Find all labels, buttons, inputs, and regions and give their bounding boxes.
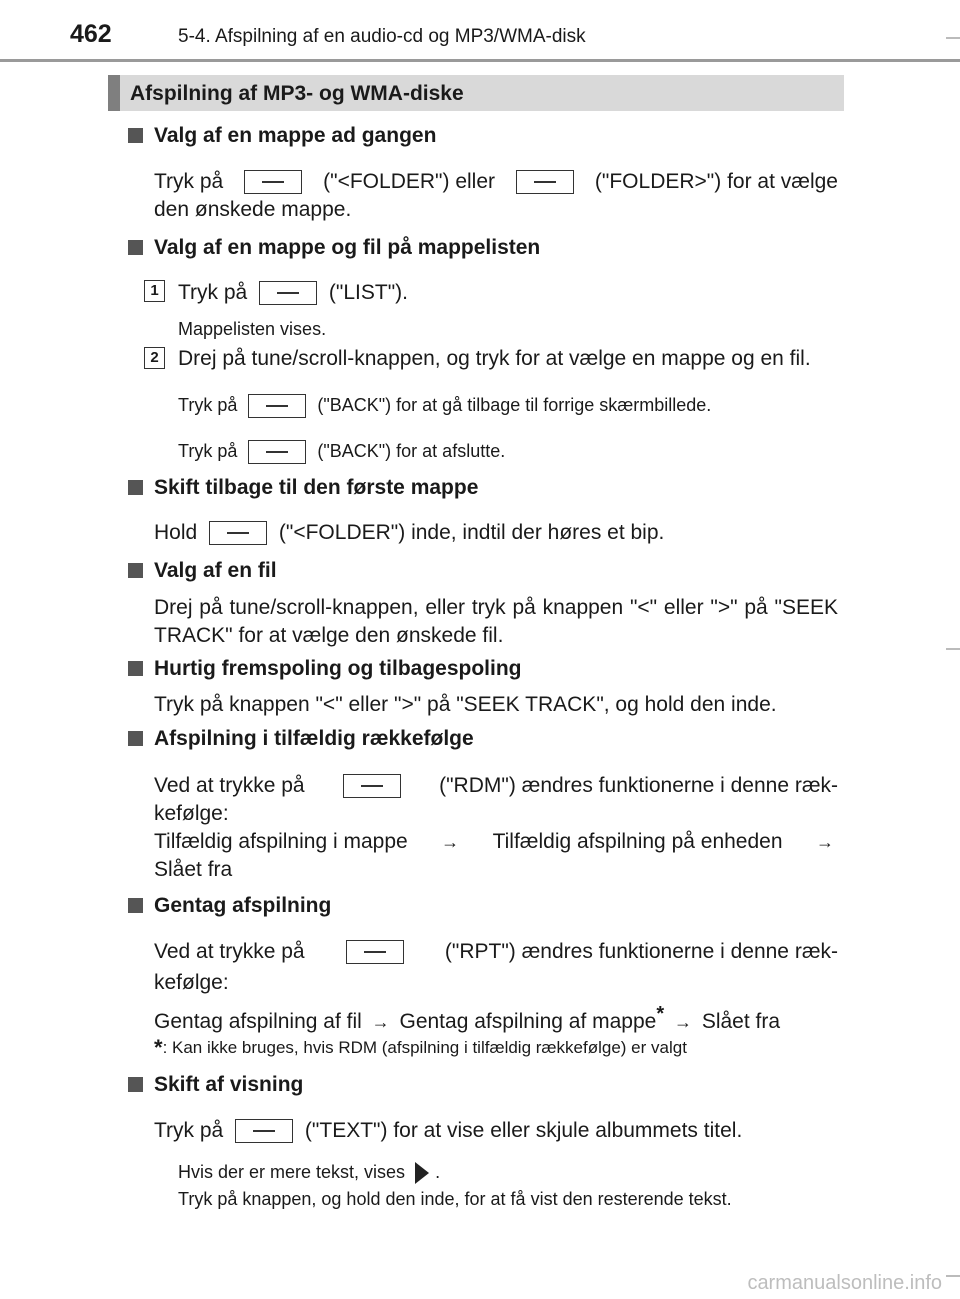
- crop-mark: [946, 37, 960, 39]
- step-2-note-exit: Tryk på ("BACK") for at afslutte.: [178, 439, 862, 464]
- arrow-right-icon: →: [673, 1012, 692, 1032]
- heading-file-select: Valg af en fil: [154, 558, 838, 584]
- header-rule: [0, 59, 960, 62]
- back-button-icon: [248, 394, 306, 418]
- folder-next-button-icon: [516, 170, 574, 194]
- square-bullet-icon: [128, 1077, 143, 1092]
- back-button-icon: [248, 440, 306, 464]
- square-bullet-icon: [128, 563, 143, 578]
- rdm-button-icon: [343, 774, 401, 798]
- crop-mark: [946, 648, 960, 650]
- paragraph-fast-forward: Tryk på knappen "<" eller ">" på "SEEK TRACK", og hold den inde.: [154, 693, 777, 716]
- arrow-right-icon: →: [441, 832, 460, 852]
- text-button-icon: [235, 1119, 293, 1143]
- paragraph-repeat: Ved at trykke på ("RPT") ændres funktionerne i denne ræk- kefølge: Gentag afspilning af fil → Gentag afspilning af mappe* → Slået fra: [154, 938, 838, 1036]
- section-title: Afspilning af MP3- og WMA-diske: [130, 82, 464, 105]
- step-2-text: Drej på tune/scroll-knappen, og tryk for at vælge en mappe og en fil.: [178, 347, 811, 370]
- display-note-more: Hvis der er mere tekst, vises .: [178, 1160, 862, 1184]
- heading-repeat: Gentag afspilning: [154, 893, 838, 919]
- arrow-right-icon: →: [371, 1012, 390, 1032]
- heading-first-folder: Skift tilbage til den første mappe: [154, 475, 838, 501]
- step-1-text: Tryk på ("LIST").: [178, 281, 408, 304]
- paragraph-folder-select: Tryk på ("<FOLDER") eller ("FOLDER>") for at vælge den ønskede mappe.: [154, 170, 838, 221]
- more-text-triangle-icon: [415, 1162, 429, 1184]
- display-note-hold: Tryk på knappen, og hold den inde, for at få vist den resterende tekst.: [178, 1189, 732, 1209]
- arrow-right-icon: →: [815, 832, 834, 852]
- heading-fast-forward: Hurtig fremspoling og tilbagespoling: [154, 656, 838, 682]
- step-1-note: Mappelisten vises.: [178, 319, 327, 339]
- running-title: 5-4. Afspilning af en audio-cd og MP3/WMA-disk: [178, 26, 586, 47]
- watermark: carmanualsonline.info: [747, 1272, 942, 1294]
- footnote-marker: *: [656, 1003, 665, 1025]
- footnote: *: Kan ikke bruges, hvis RDM (afspilning i tilfældig rækkefølge) er valgt: [154, 1035, 687, 1060]
- rpt-button-icon: [346, 940, 404, 964]
- square-bullet-icon: [128, 240, 143, 255]
- page-number: 462: [70, 20, 112, 48]
- square-bullet-icon: [128, 480, 143, 495]
- list-button-icon: [259, 281, 317, 305]
- square-bullet-icon: [128, 731, 143, 746]
- folder-prev-button-icon: [209, 521, 267, 545]
- square-bullet-icon: [128, 128, 143, 143]
- square-bullet-icon: [128, 661, 143, 676]
- step-number-2: 2: [144, 347, 165, 369]
- paragraph-display: Tryk på ("TEXT") for at vise eller skjule albummets titel.: [154, 1119, 743, 1142]
- folder-prev-button-icon: [244, 170, 302, 194]
- crop-mark: [946, 1275, 960, 1277]
- heading-random: Afspilning i tilfældig rækkefølge: [154, 726, 838, 752]
- paragraph-first-folder: Hold ("<FOLDER") inde, indtil der høres et bip.: [154, 521, 665, 544]
- step-2-note-back: Tryk på ("BACK") for at gå tilbage til forrige skærmbillede.: [178, 393, 862, 418]
- square-bullet-icon: [128, 898, 143, 913]
- section-title-bar: [108, 75, 844, 111]
- heading-folder-select: Valg af en mappe ad gangen: [154, 123, 838, 149]
- step-number-1: 1: [144, 280, 165, 302]
- paragraph-file-select: Drej på tune/scroll-knappen, eller tryk på knappen "<" eller ">" på "SEEK TRACK" for at vælge den ønskede fil.: [154, 596, 838, 647]
- heading-display: Skift af visning: [154, 1072, 838, 1098]
- heading-folder-list: Valg af en mappe og fil på mappelisten: [154, 235, 838, 261]
- paragraph-random: Ved at trykke på ("RDM") ændres funktionerne i denne ræk- kefølge: Tilfældig afspilning i mappe → Tilfældig afspilning på enheden → Slået fra: [154, 774, 838, 881]
